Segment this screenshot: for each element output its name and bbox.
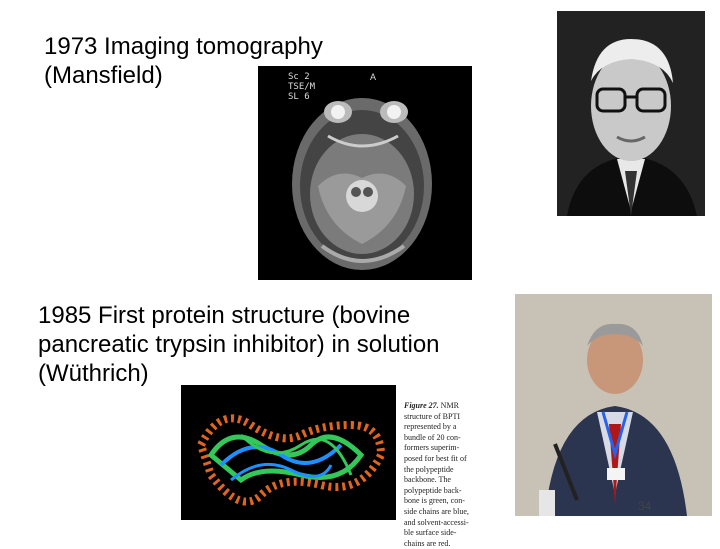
mansfield-portrait-graphic xyxy=(557,11,705,216)
caption-line: formers superim- xyxy=(404,443,460,453)
heading-1973-line-1: 1973 Imaging tomography xyxy=(44,33,323,60)
heading-1973-line-2: (Mansfield) xyxy=(44,62,163,89)
mri-header-line: SL 6 xyxy=(288,92,310,102)
bpti-protein-structure xyxy=(181,385,396,520)
caption-line: backbone. The xyxy=(404,475,451,485)
caption-figure-label: Figure 27. xyxy=(404,401,439,410)
mri-header-line: Sc 2 xyxy=(288,72,310,82)
protein-structure-graphic xyxy=(181,385,396,520)
caption-line: polypeptide back- xyxy=(404,485,462,495)
heading-1985-line-2: pancreatic trypsin inhibitor) in solution xyxy=(38,331,440,358)
mri-header-line: TSE/M xyxy=(288,82,316,92)
heading-1985-line-3: (Wüthrich) xyxy=(38,360,149,387)
caption-line: posed for best fit of xyxy=(404,453,467,463)
mri-brain-image xyxy=(258,66,472,280)
caption-line: and solvent-accessi- xyxy=(404,517,469,527)
caption-line: represented by a xyxy=(404,422,457,432)
heading-1985 xyxy=(38,301,440,388)
caption-line: side chains are blue, xyxy=(404,506,469,516)
caption-line: structure of BPTI xyxy=(404,411,460,421)
wuthrich-portrait-graphic xyxy=(515,294,712,516)
heading-1985-line-1: 1985 First protein structure (bovine xyxy=(38,302,411,329)
caption-line: the polypeptide xyxy=(404,464,454,474)
caption-line: ble surface side- xyxy=(404,528,457,538)
slide-number: 34 xyxy=(638,499,652,513)
wuthrich-portrait xyxy=(515,294,712,516)
mri-orientation-marker: A xyxy=(370,72,377,82)
caption-line: bundle of 20 con- xyxy=(404,432,461,442)
mansfield-portrait xyxy=(557,11,705,216)
caption-line: bone is green, con- xyxy=(404,496,465,506)
mri-header xyxy=(288,72,315,102)
caption-line: chains are red. xyxy=(404,538,451,548)
caption-line: NMR xyxy=(440,401,459,410)
figure-caption xyxy=(404,401,482,549)
